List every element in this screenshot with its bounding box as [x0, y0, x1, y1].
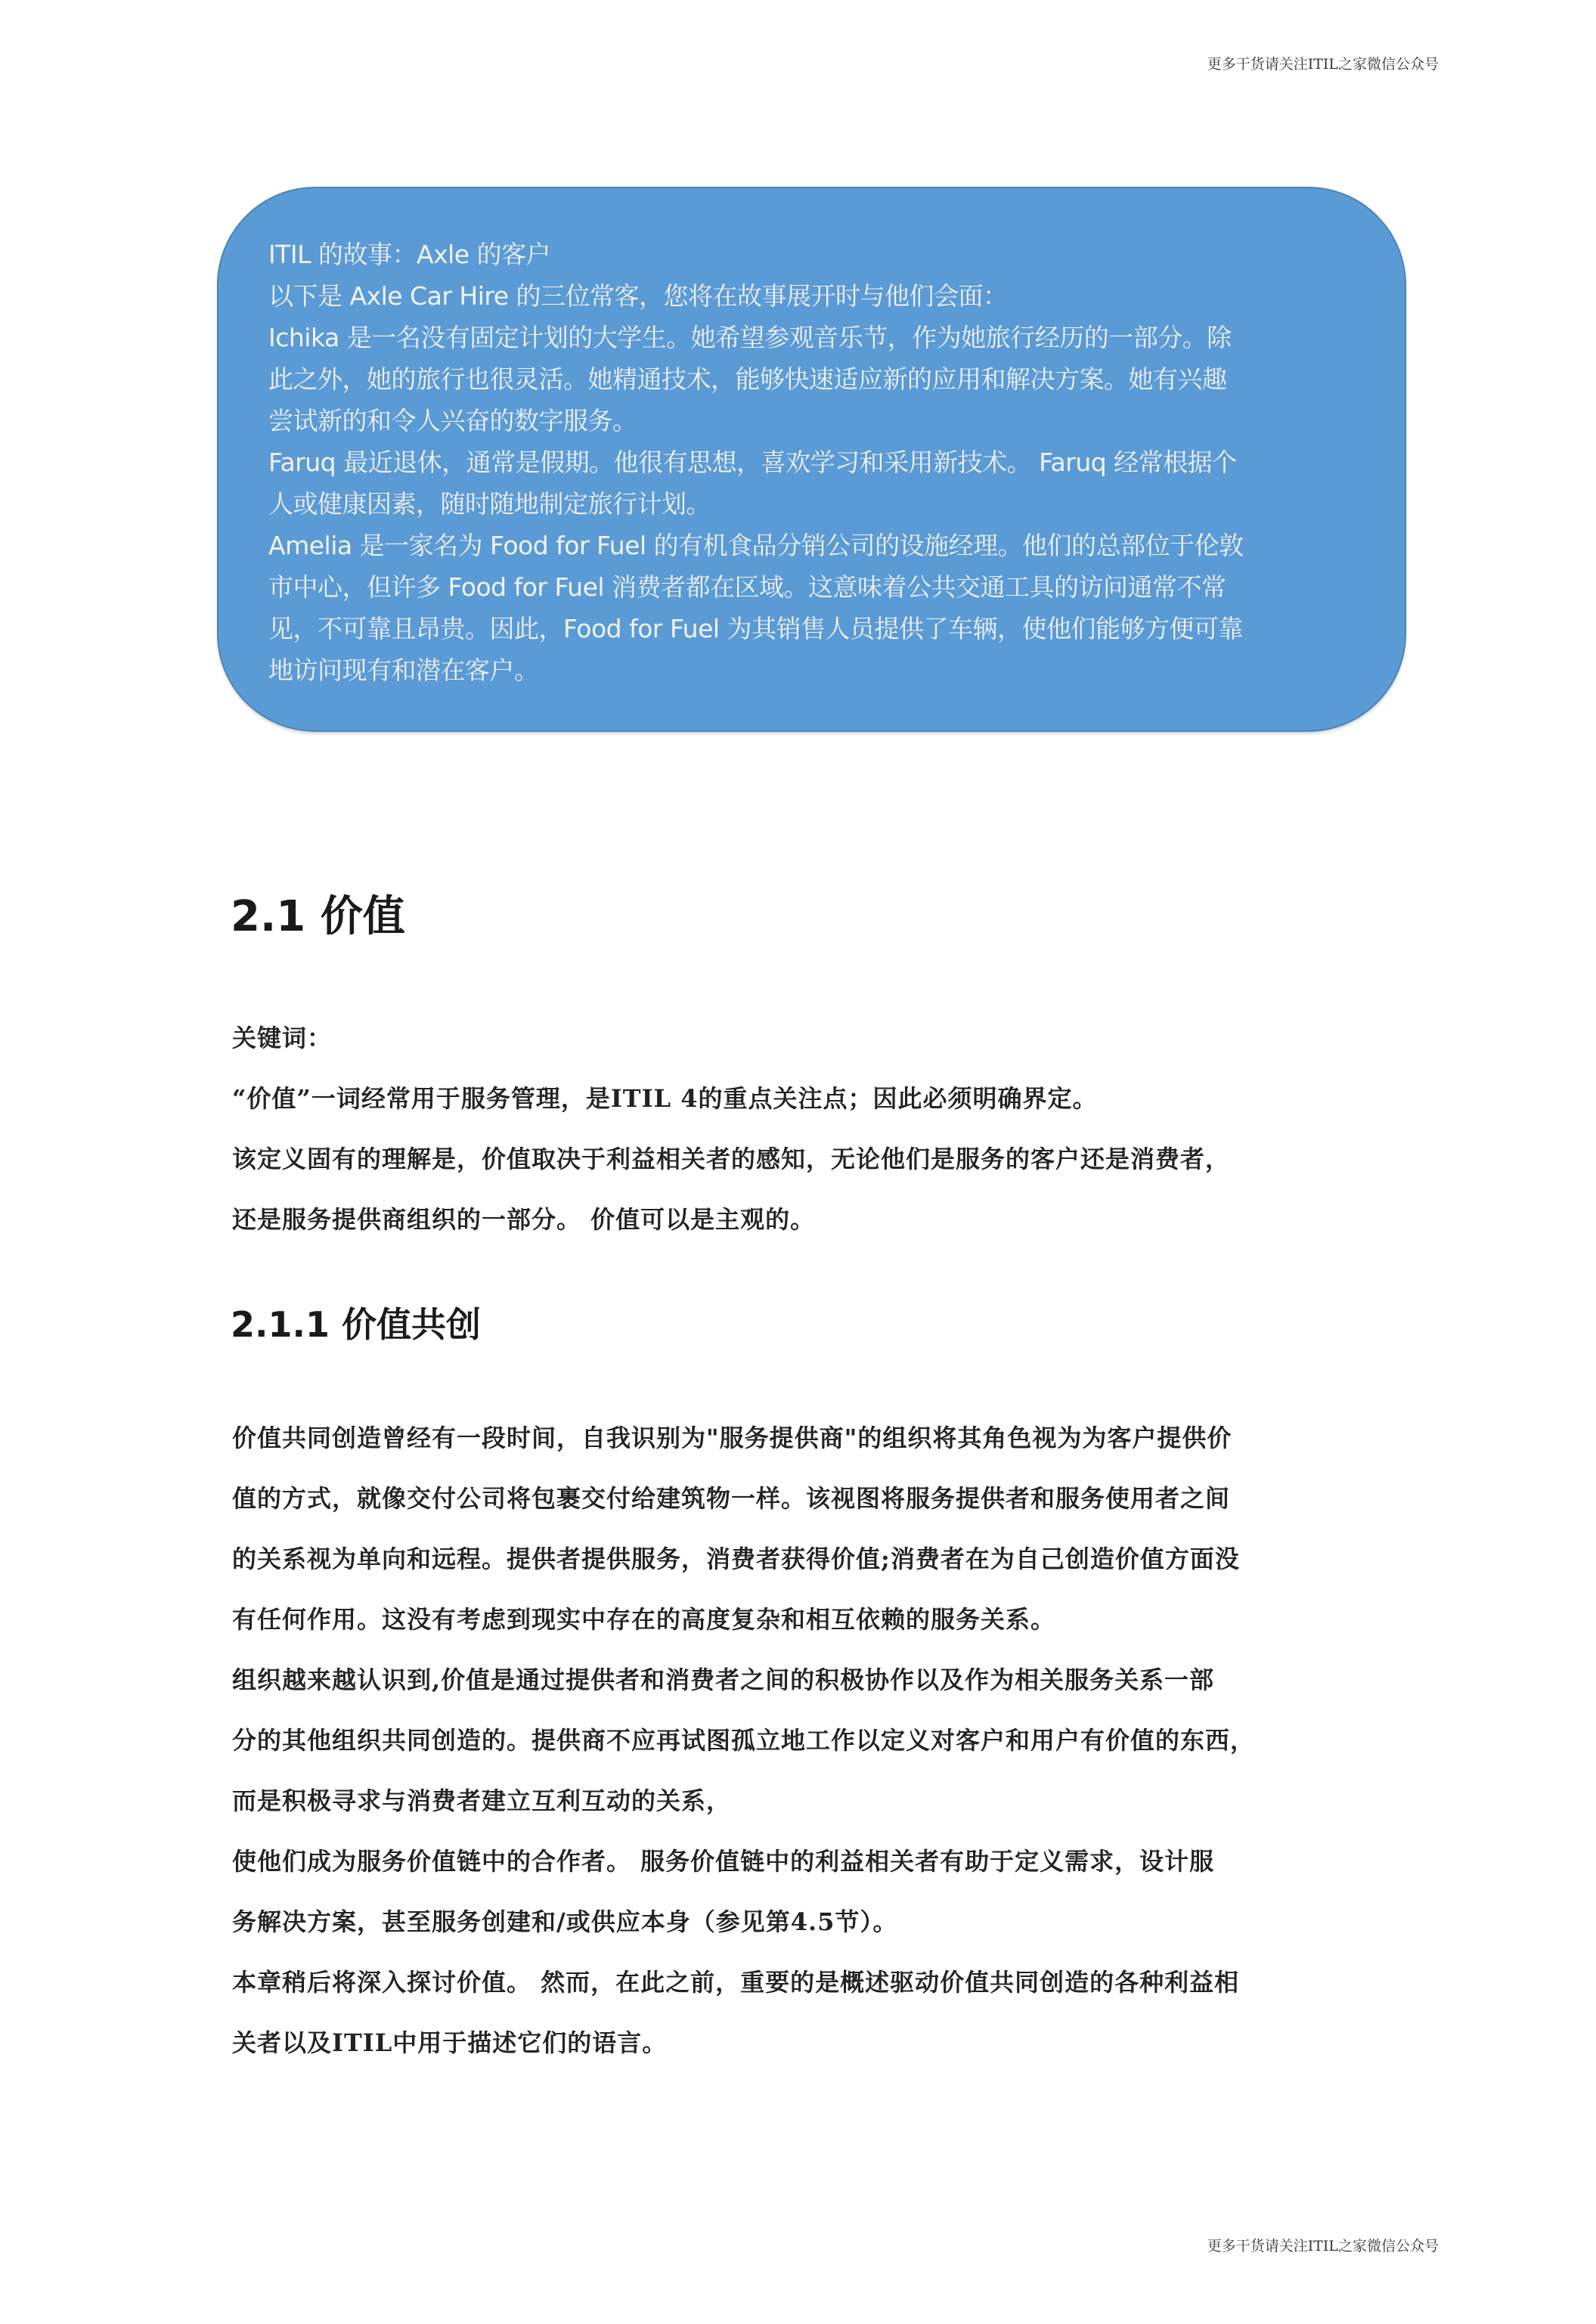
paragraph-line: 务解决方案，甚至服务创建和/或供应本身（参见第4.5节）。	[232, 1907, 898, 1936]
footer-note: 更多干货请关注ITIL之家微信公众号	[1207, 2238, 1439, 2254]
story-line: 市中心，但许多 Food for Fuel 消费者都在区域。这意味着公共交通工具的访问通常不常	[268, 572, 1226, 602]
story-line: ITIL 的故事：Axle 的客户	[268, 240, 551, 269]
story-line: 地访问现有和潜在客户。	[268, 655, 539, 685]
story-line: 以下是 Axle Car Hire 的三位常客，您将在故事展开时与他们会面：	[268, 281, 1008, 311]
subsection-heading: 2.1.1 价值共创	[231, 1304, 481, 1345]
paragraph-line: 分的其他组织共同创造的。提供商不应再试图孤立地工作以定义对客户和用户有价值的东西，	[232, 1726, 1256, 1755]
paragraph-line: 关键词：	[232, 1024, 333, 1052]
subsection-body	[232, 1408, 1255, 2073]
paragraph-line: 而是积极寻求与消费者建立互利互动的关系，	[232, 1786, 732, 1815]
story-callout-box	[217, 187, 1406, 732]
paragraph-line: “价值”一词经常用于服务管理，是ITIL 4的重点关注点；因此必须明确界定。	[232, 1084, 1098, 1113]
paragraph-line: 组织越来越认识到,价值是通过提供者和消费者之间的积极协作以及作为相关服务关系一部	[232, 1666, 1215, 1694]
story-line: Faruq 最近退休，通常是假期。他很有思想，喜欢学习和采用新技术。 Faruq 经常根据个	[268, 448, 1237, 477]
paragraph-line: 使他们成为服务价值链中的合作者。 服务价值链中的利益相关者有助于定义需求，设计服	[232, 1847, 1215, 1876]
paragraph-line: 关者以及ITIL中用于描述它们的语言。	[232, 2028, 668, 2057]
paragraph-line: 的关系视为单向和远程。提供者提供服务，消费者获得价值;消费者在为自己创造价值方面没	[232, 1545, 1240, 1573]
paragraph-line: 该定义固有的理解是，价值取决于利益相关者的感知，无论他们是服务的客户还是消费者，	[232, 1145, 1231, 1173]
story-line: Amelia 是一家名为 Food for Fuel 的有机食品分销公司的设施经理。他们的总部位于伦敦	[268, 531, 1244, 560]
story-line: 见，不可靠且昂贵。因此，Food for Fuel 为其销售人员提供了车辆，使他们能够方便可靠	[268, 614, 1244, 643]
story-line: Ichika 是一名没有固定计划的大学生。她希望参观音乐节，作为她旅行经历的一部分。除	[268, 323, 1232, 352]
header-note: 更多干货请关注ITIL之家微信公众号	[1207, 56, 1439, 73]
paragraph-line: 还是服务提供商组织的一部分。 价值可以是主观的。	[232, 1205, 816, 1234]
story-line: 尝试新的和令人兴奋的数字服务。	[268, 406, 637, 435]
story-line: 此之外，她的旅行也很灵活。她精通技术，能够快速适应新的应用和解决方案。她有兴趣	[268, 364, 1227, 394]
paragraph-line: 有任何作用。这没有考虑到现实中存在的高度复杂和相互依赖的服务关系。	[232, 1605, 1056, 1634]
section-heading: 2.1 价值	[231, 892, 405, 941]
paragraph-line: 价值共同创造曾经有一段时间，自我识别为"服务提供商"的组织将其角色视为为客户提供价	[232, 1424, 1232, 1452]
story-line: 人或健康因素，随时随地制定旅行计划。	[268, 489, 711, 519]
section-body	[232, 1008, 1230, 1250]
story-callout-text	[268, 234, 1244, 691]
paragraph-line: 本章稍后将深入探讨价值。 然而，在此之前，重要的是概述驱动价值共同创造的各种利益相	[232, 1968, 1240, 1997]
paragraph-line: 值的方式，就像交付公司将包裹交付给建筑物一样。该视图将服务提供者和服务使用者之间	[232, 1484, 1231, 1513]
